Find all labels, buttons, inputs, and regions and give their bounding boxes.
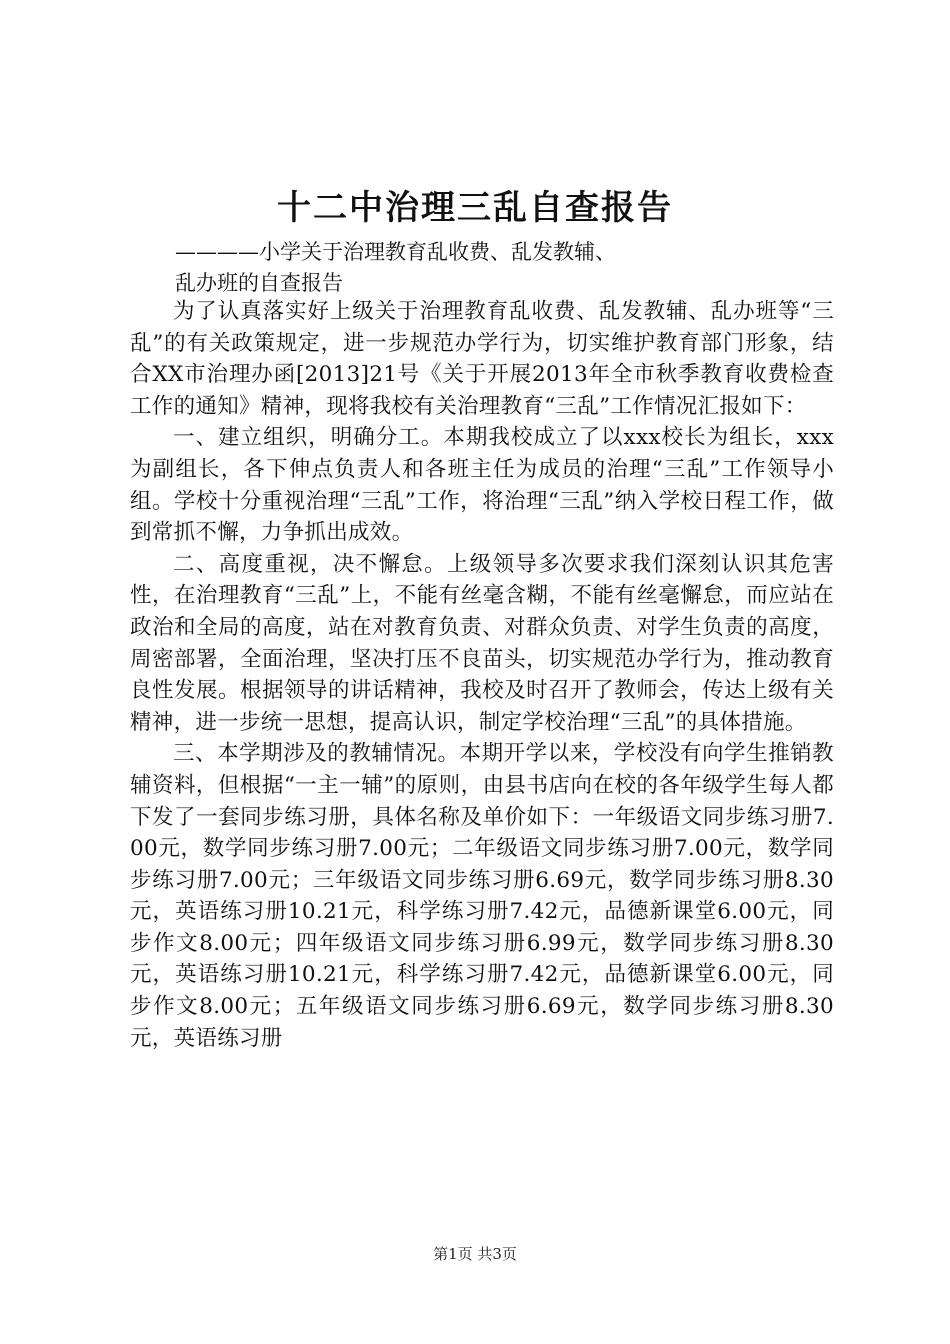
subtitle-line-1: ————小学关于治理教育乱收费、乱发教辅、 xyxy=(175,240,616,264)
intro-paragraph: 为了认真落实好上级关于治理教育乱收费、乱发教辅、乱办班等“三乱”的有关政策规定，进一步规范办学行为，切实维护教育部门形象，结合XX市治理办函[2013]21号《关于开展2013年全市秋季教育收费检查工作的通知》精神，现将我校有关治理教育“三乱”工作情况汇报如下： xyxy=(130,299,834,419)
page-footer: 第1页 共3页 xyxy=(433,1245,517,1263)
section-3-paragraph: 三、本学期涉及的教辅情况。本期开学以来，学校没有向学生推销教辅资料，但根据“一主一辅”的原则，由县书店向在校的各年级学生每人都下发了一套同步练习册，具体名称及单价如下：一年级语文同步练习册7.00元，数学同步练习册7.00元；二年级语文同步练习册7.00元，数学同步练习册7.00元；三年级语文同步练习册6.69元，数学同步练习册8.30元，英语练习册10.21元，科学练习册7.42元，品德新课堂6.00元，同步作文8.00元；四年级语文同步练习册6.99元，数学同步练习册8.30元，英语练习册10.21元，科学练习册7.42元，品德新课堂6.00元，同步作文8.00元；五年级语文同步练习册6.69元，数学同步练习册8.30元，英语练习册 xyxy=(130,741,834,1051)
subtitle-line-2: 乱办班的自查报告 xyxy=(175,271,343,295)
document-title: 十二中治理三乱自查报告 xyxy=(277,188,673,228)
document-body xyxy=(130,296,834,1054)
section-1-paragraph: 一、建立组织，明确分工。本期我校成立了以xxx校长为组长，xxx为副组长，各下伸点负责人和各班主任为成员的治理“三乱”工作领导小组。学校十分重视治理“三乱”工作，将治理“三乱”纳入学校日程工作，做到常抓不懈，力争抓出成效。 xyxy=(130,425,834,546)
document-subtitle xyxy=(175,237,835,299)
section-2-paragraph: 二、高度重视，决不懈怠。上级领导多次要求我们深刻认识其危害性，在治理教育“三乱”上，不能有丝毫含糊，不能有丝毫懈怠，而应站在政治和全局的高度，站在对教育负责、对群众负责、对学生负责的高度，周密部署，全面治理，坚决打压不良苗头，切实规范办学行为，推动教育良性发展。根据领导的讲话精神，我校及时召开了教师会，传达上级有关精神，进一步统一思想，提高认识，制定学校治理“三乱”的具体措施。 xyxy=(130,551,834,735)
